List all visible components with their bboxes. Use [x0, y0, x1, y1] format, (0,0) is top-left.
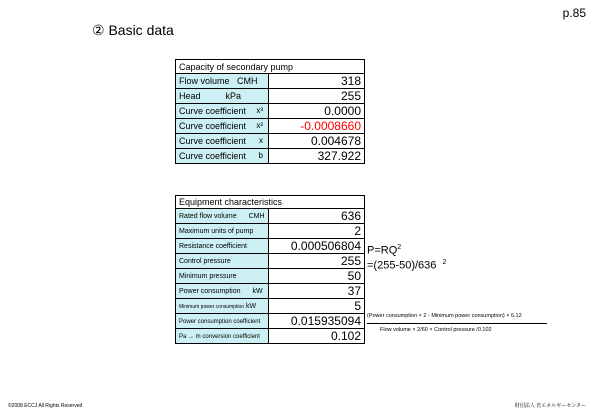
row-value: 2 — [269, 224, 365, 239]
table-row — [176, 269, 365, 284]
equipment-characteristics-table — [175, 195, 365, 344]
row-label: Head — [179, 91, 201, 101]
resistance-formula-note: $P=RQ^2$ — [367, 244, 402, 257]
table-row — [176, 254, 365, 269]
table-row — [176, 209, 365, 224]
row-value: 0.102 — [269, 329, 365, 344]
row-label: Curve coefficient — [179, 106, 246, 116]
row-label: Curve coefficient — [179, 121, 246, 131]
row-unit: kPa — [225, 91, 242, 101]
power-coefficient-numerator: (Power consumption × 2 - Minimum power consumption) × 6.12 — [367, 313, 522, 319]
row-label: Curve coefficient — [179, 151, 246, 161]
table-row — [176, 134, 365, 149]
table-row — [176, 104, 365, 119]
row-value: 0.015935094 — [269, 314, 365, 329]
row-value-negative: -0.0008660 — [269, 119, 365, 134]
pump-table-header: Capacity of secondary pump — [176, 60, 365, 74]
table-row — [176, 119, 365, 134]
row-value: 327.922 — [269, 149, 365, 164]
row-value: 0.004678 — [269, 134, 365, 149]
control-pressure-formula-note: =(255-50)/636 $^2$ — [367, 259, 447, 272]
row-label: Rated flow volume — [179, 212, 237, 220]
fraction-divider — [367, 323, 547, 324]
row-symbol: x² — [256, 121, 263, 130]
row-label: Flow volume — [179, 76, 230, 86]
row-value: 255 — [269, 89, 365, 104]
table-row — [176, 329, 365, 344]
row-symbol: x³ — [256, 106, 263, 115]
row-symbol: b — [258, 151, 263, 160]
row-unit: kW — [252, 287, 263, 295]
table-row — [176, 89, 365, 104]
row-value: 255 — [269, 254, 365, 269]
row-label: Minimum pressure — [179, 272, 237, 280]
row-unit: CMH — [237, 76, 258, 86]
row-label: Pa → m conversion coefficient — [179, 333, 260, 340]
row-label: Maximum units of pump — [179, 227, 254, 235]
table-row — [176, 299, 365, 314]
row-value: 0.000506804 — [269, 239, 365, 254]
row-value: 37 — [269, 284, 365, 299]
equipment-table-header: Equipment characteristics — [176, 196, 365, 209]
row-symbol: x — [259, 136, 263, 145]
row-unit: kW — [245, 302, 257, 310]
power-coefficient-denominator: Flow volume × 2/60 × Control pressure /0.102 — [380, 327, 492, 333]
row-label: Resistance coefficient — [179, 242, 247, 250]
page-title: ② Basic data — [92, 22, 174, 38]
row-label: Curve coefficient — [179, 136, 246, 146]
table-row — [176, 284, 365, 299]
page-number: p.85 — [562, 6, 586, 20]
copyright-footer: ©2008 ECCJ All Rights Reserved — [8, 403, 83, 409]
row-label: Minimum power consumption — [179, 303, 245, 310]
table-row — [176, 314, 365, 329]
row-label: Power consumption coefficient — [179, 318, 261, 325]
row-label: Power consumption — [179, 287, 241, 295]
row-value: 318 — [269, 74, 365, 89]
pump-capacity-table — [175, 59, 365, 164]
table-row — [176, 74, 365, 89]
row-unit: CMH — [248, 212, 265, 220]
row-value: 50 — [269, 269, 365, 284]
row-value: 636 — [269, 209, 365, 224]
table-row — [176, 149, 365, 164]
row-value: 0.0000 — [269, 104, 365, 119]
table-row — [176, 224, 365, 239]
row-value: 5 — [269, 299, 365, 314]
row-label: Control pressure — [179, 257, 231, 265]
organization-footer: 財団法人 省エネルギーセンター — [514, 403, 586, 409]
table-row — [176, 239, 365, 254]
